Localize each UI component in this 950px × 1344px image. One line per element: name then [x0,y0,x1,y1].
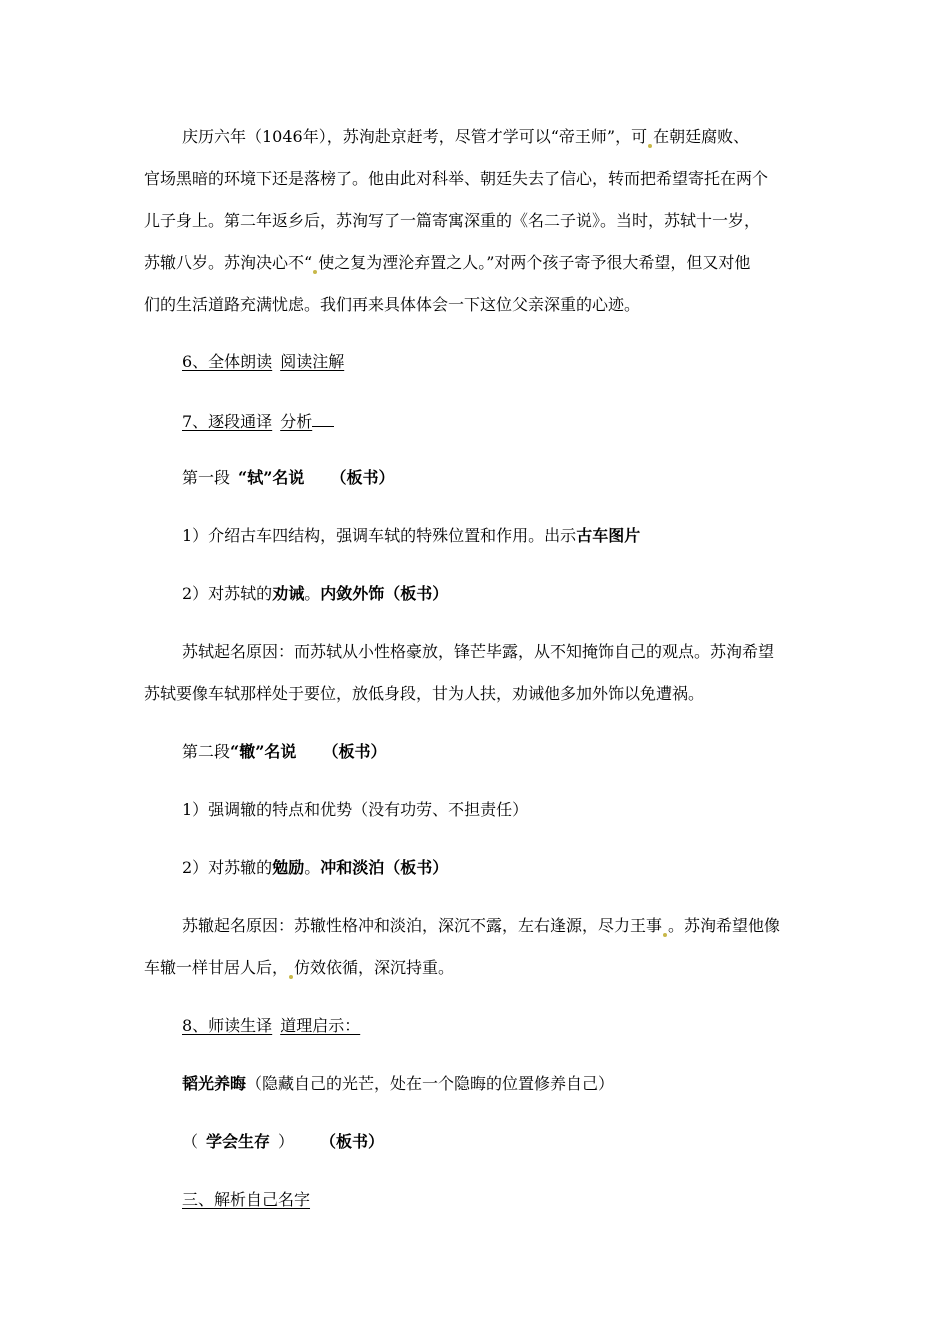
annotation-mark [289,975,293,979]
annotation-mark [313,270,317,274]
para1-line2: 官场黑暗的环境下还是落榜了。他由此对科举、朝廷失去了信心，转而把希望寄托在两个 [144,169,769,188]
step-7-heading: 7、逐段通译 分析 [182,409,334,433]
para1-line5: 们的生活道路充满忧虑。我们再来具体体会一下这位父亲深重的心迹。 [144,295,641,314]
part-3-heading: 三、解析自己名字 [182,1190,311,1209]
section-2-paragraph-line1: 苏辙起名原因：苏辙性格冲和淡泊，深沉不露，左右逢源，尽力王事 。苏洵希望他像 [182,916,781,935]
section-2-heading: 第二段“辙”名说 （板书） [182,742,387,761]
section-2-item-1: 1）强调辙的特点和优势（没有功劳、不担责任） [182,800,529,819]
para1-line1: 庆历六年（1046年），苏洵赴京赶考，尽管才学可以“帝王师”，可 在朝廷腐败、 [182,127,750,146]
section-1-item-2: 2）对苏轼的劝诫。内敛外饰（板书） [182,584,449,603]
learn-to-survive-line: （ 学会生存 ） （板书） [182,1132,385,1151]
para1-line4: 苏辙八岁。苏洵决心不“ 使之复为湮沦弃置之人。”对两个孩子寄予很大希望，但又对他 [144,253,751,272]
section-1-heading: 第一段 “轼”名说 （板书） [182,468,395,487]
section-1-paragraph-line2: 苏轼要像车轼那样处于要位，放低身段，甘为人扶，劝诫他多加外饰以免遭祸。 [144,684,705,703]
annotation-mark [648,144,652,148]
step-8-heading: 8、师读生译 道理启示： [182,1016,361,1035]
section-2-paragraph-line2: 车辙一样甘居人后， 仿效依循，深沉持重。 [144,958,455,977]
annotation-mark [663,933,667,937]
para1-line3: 儿子身上。第二年返乡后，苏洵写了一篇寄寓深重的《名二子说》。当时，苏轼十一岁， [144,211,761,230]
step-6-heading: 6、全体朗读 阅读注解 [182,352,345,371]
section-1-paragraph-line1: 苏轼起名原因：而苏轼从小性格豪放，锋芒毕露，从不知掩饰自己的观点。苏洵希望 [182,642,775,661]
section-1-item-1: 1）介绍古车四结构，强调车轼的特殊位置和作用。出示古车图片 [182,526,641,545]
section-2-item-2: 2）对苏辙的勉励。冲和淡泊（板书） [182,858,449,877]
idiom-line: 韬光养晦（隐藏自己的光芒，处在一个隐晦的位置修养自己） [182,1074,615,1093]
